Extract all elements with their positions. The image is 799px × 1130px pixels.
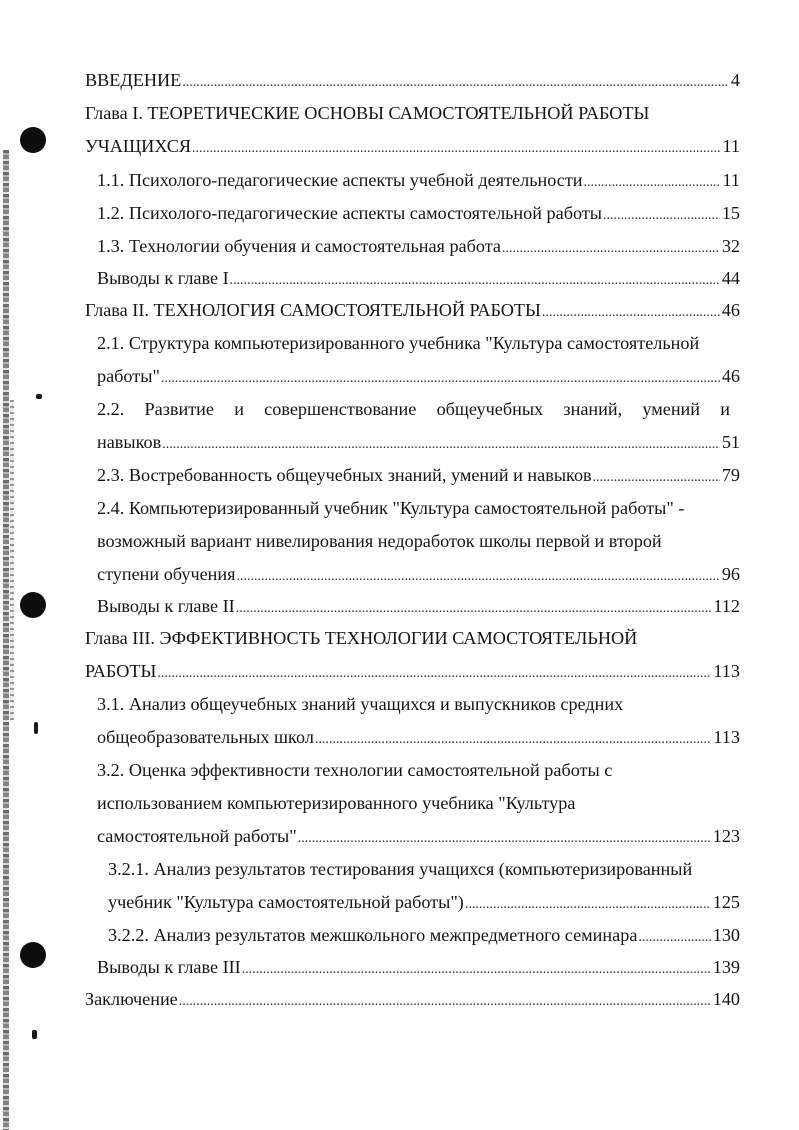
toc-entry-title: 2.3. Востребованность общеучебных знаний, умений и навыков bbox=[97, 465, 592, 485]
toc-page-number: 46 bbox=[721, 366, 740, 386]
toc-entry-conclusions-3[interactable] bbox=[97, 956, 740, 981]
toc-entry-2-2[interactable] bbox=[97, 431, 740, 456]
toc-entry-title: УЧАЩИХСЯ bbox=[85, 136, 192, 156]
justified-word: знаний, bbox=[563, 399, 623, 419]
toc-page-number: 79 bbox=[721, 465, 740, 485]
toc-entry-3-2[interactable] bbox=[97, 825, 740, 850]
toc-page-number: 11 bbox=[722, 136, 740, 156]
toc-entry-title: 1.2. Психолого-педагогические аспекты самостоятельной работы bbox=[97, 203, 602, 223]
toc-entry-conclusions-2[interactable] bbox=[97, 595, 740, 620]
scan-speck bbox=[36, 394, 42, 399]
toc-entry-chapter-3[interactable] bbox=[85, 660, 740, 685]
toc-page-number: 140 bbox=[712, 989, 740, 1009]
toc-entry-2-2-line1[interactable] bbox=[97, 398, 730, 420]
toc-entry-2-4[interactable] bbox=[97, 563, 740, 588]
dot-leader bbox=[237, 566, 720, 588]
dot-leader bbox=[242, 959, 711, 981]
toc-entry-3-2-1-line1[interactable]: 3.2.1. Анализ результатов тестирования учащихся (компьютеризированный bbox=[108, 859, 693, 879]
binder-hole bbox=[20, 942, 46, 968]
toc-entry-title: общеобразовательных школ bbox=[97, 727, 314, 747]
toc-page-number: 4 bbox=[730, 70, 740, 90]
dot-leader bbox=[192, 138, 720, 160]
toc-page-number: 139 bbox=[712, 957, 740, 977]
dot-leader bbox=[593, 467, 720, 489]
justified-word: 2.2. bbox=[97, 399, 125, 419]
toc-page-number: 11 bbox=[722, 170, 740, 190]
dot-leader bbox=[584, 172, 721, 194]
scan-edge-artifacts bbox=[0, 0, 40, 1130]
toc-page-number: 113 bbox=[713, 661, 740, 681]
toc-entry-title: 3.2.2. Анализ результатов межшкольного межпредметного семинара bbox=[108, 925, 638, 945]
dot-leader bbox=[230, 270, 720, 292]
chapter-3-title-line1[interactable]: Глава III. ЭФФЕКТИВНОСТЬ ТЕХНОЛОГИИ САМОСТОЯТЕЛЬНОЙ bbox=[85, 628, 638, 648]
toc-entry-title: РАБОТЫ bbox=[85, 661, 157, 681]
scan-edge-strip bbox=[3, 150, 9, 1130]
toc-entry-1-3[interactable] bbox=[97, 235, 740, 260]
toc-entry-title: самостоятельной работы" bbox=[97, 826, 297, 846]
dot-leader bbox=[236, 598, 712, 620]
toc-entry-conclusions-1[interactable] bbox=[97, 267, 740, 292]
toc-entry-3-2-line2[interactable]: использованием компьютеризированного учебника "Культура bbox=[97, 793, 576, 813]
toc-entry-title: Глава II. ТЕХНОЛОГИЯ САМОСТОЯТЕЛЬНОЙ РАБОТЫ bbox=[85, 300, 541, 320]
toc-entry-intro[interactable] bbox=[85, 69, 740, 94]
toc-entry-3-1[interactable] bbox=[97, 726, 740, 751]
toc-entry-title: Выводы к главе II bbox=[97, 596, 235, 616]
justified-word: Развитие bbox=[144, 399, 214, 419]
toc-entry-1-2[interactable] bbox=[97, 202, 740, 227]
dot-leader bbox=[502, 238, 720, 260]
toc-entry-3-1-line1[interactable]: 3.1. Анализ общеучебных знаний учащихся и выпускников средних bbox=[97, 694, 624, 714]
toc-entry-title: ВВЕДЕНИЕ bbox=[85, 70, 182, 90]
dot-leader bbox=[298, 828, 711, 850]
toc-entry-2-4-line1[interactable]: 2.4. Компьютеризированный учебник "Культура самостоятельной работы" - bbox=[97, 498, 685, 518]
toc-entry-3-2-1[interactable] bbox=[108, 891, 740, 916]
toc-page-number: 113 bbox=[713, 727, 740, 747]
toc-entry-2-1[interactable] bbox=[97, 365, 740, 390]
dot-leader bbox=[161, 368, 720, 390]
chapter-1-title-line1[interactable]: Глава I. ТЕОРЕТИЧЕСКИЕ ОСНОВЫ САМОСТОЯТЕЛЬНОЙ РАБОТЫ bbox=[85, 103, 650, 123]
justified-word: и bbox=[234, 399, 244, 419]
toc-page-number: 15 bbox=[721, 203, 740, 223]
toc-entry-title: работы" bbox=[97, 366, 160, 386]
toc-entry-chapter-2[interactable] bbox=[85, 299, 740, 324]
toc-page-number: 96 bbox=[721, 564, 740, 584]
toc-entry-title: 1.1. Психолого-педагогические аспекты учебной деятельности bbox=[97, 170, 583, 190]
justified-word: умений bbox=[642, 399, 701, 419]
toc-entry-2-3[interactable] bbox=[97, 464, 740, 489]
justified-word: и bbox=[720, 399, 730, 419]
dot-leader bbox=[179, 991, 711, 1013]
toc-entry-title: Выводы к главе I bbox=[97, 268, 229, 288]
scan-speck bbox=[34, 722, 38, 734]
toc-page-number: 130 bbox=[712, 925, 740, 945]
dot-leader bbox=[603, 205, 720, 227]
binder-hole bbox=[20, 592, 46, 618]
toc-entry-3-2-2[interactable] bbox=[108, 924, 740, 949]
toc-page-number: 123 bbox=[712, 826, 740, 846]
dot-leader bbox=[182, 72, 729, 94]
scan-edge-strip-secondary bbox=[10, 400, 14, 720]
toc-page-number: 32 bbox=[721, 236, 740, 256]
toc-entry-2-4-line2[interactable]: возможный вариант нивелирования недоработок школы первой и второй bbox=[97, 531, 662, 551]
dot-leader bbox=[315, 729, 712, 751]
toc-entry-title: ступени обучения bbox=[97, 564, 236, 584]
toc-page-number: 125 bbox=[712, 892, 740, 912]
justified-word: совершенствование bbox=[264, 399, 417, 419]
toc-entry-1-1[interactable] bbox=[97, 169, 740, 194]
scan-speck bbox=[32, 1030, 37, 1039]
toc-entry-2-1-line1[interactable]: 2.1. Структура компьютеризированного учебника "Культура самостоятельной bbox=[97, 333, 700, 353]
toc-entry-title: навыков bbox=[97, 432, 162, 452]
dot-leader bbox=[157, 663, 711, 685]
toc-entry-title: учебник "Культура самостоятельной работы") bbox=[108, 892, 464, 912]
dot-leader bbox=[465, 894, 711, 916]
toc-entry-title: Выводы к главе III bbox=[97, 957, 241, 977]
toc-page-number: 44 bbox=[721, 268, 740, 288]
toc-page-number: 112 bbox=[713, 596, 740, 616]
toc-page-number: 51 bbox=[721, 432, 740, 452]
toc-page-number: 46 bbox=[721, 300, 740, 320]
dot-leader bbox=[162, 434, 720, 456]
justified-word: общеучебных bbox=[436, 399, 544, 419]
toc-entry-title: Заключение bbox=[85, 989, 178, 1009]
toc-entry-3-2-line1[interactable]: 3.2. Оценка эффективности технологии самостоятельной работы с bbox=[97, 760, 613, 780]
dot-leader bbox=[638, 927, 710, 949]
binder-hole bbox=[20, 127, 46, 153]
dot-leader bbox=[542, 302, 720, 324]
toc-entry-chapter-1[interactable] bbox=[85, 135, 740, 160]
toc-entry-conclusion[interactable] bbox=[85, 988, 740, 1013]
toc-entry-title: 1.3. Технологии обучения и самостоятельная работа bbox=[97, 236, 501, 256]
